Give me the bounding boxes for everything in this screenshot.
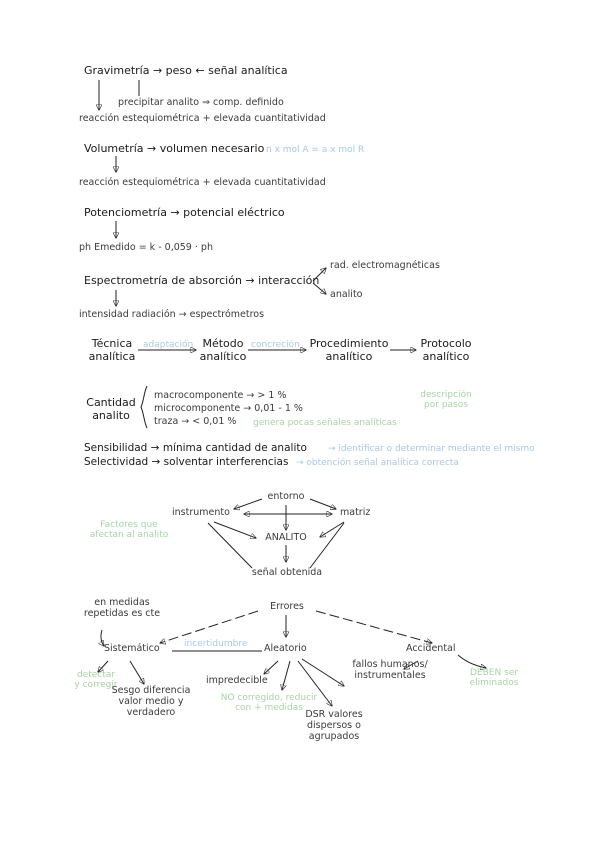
selectividad-note: → obtención señal analítica correcta <box>296 458 459 468</box>
gravimetria-title: Gravimetría → peso ← señal analítica <box>84 64 288 77</box>
sensibilidad-note: → identificar o determinar mediante el mismo <box>328 444 535 454</box>
factor-analito: ANALITO <box>265 532 307 543</box>
cantidad-macro: macrocomponente → > 1 % <box>154 390 287 401</box>
cantidad-traza: traza → < 0,01 % <box>154 416 237 427</box>
gravimetria-precipitar: precipitar analito ⇒ comp. definido <box>118 97 284 108</box>
volumetria-title: Volumetría → volumen necesario <box>84 142 265 155</box>
sensibilidad: Sensibilidad → mínima cantidad de analito <box>84 442 307 454</box>
flow-adaptacion: adaptación <box>143 340 194 350</box>
factor-matriz: matriz <box>340 507 371 518</box>
espectrometria-analito: analito <box>330 289 363 300</box>
error-aleatorio: Aleatorio <box>264 643 307 654</box>
flow-tecnica: Técnica analítica <box>88 337 136 363</box>
error-sistematico: Sistemático <box>104 643 160 654</box>
espectrometria-title: Espectrometría de absorción → interacción <box>84 274 320 287</box>
factor-instrumento: instrumento <box>172 507 230 518</box>
espectrometria-intensidad: intensidad radiación → espectrómetros <box>79 309 265 320</box>
factores-note: Factores que afectan al analito <box>89 520 169 541</box>
sistematico-detectar: detectar y corregir <box>74 670 118 691</box>
error-incertidumbre: incertidumbre <box>184 639 248 649</box>
accidental-deben: DEBEN ser eliminados <box>469 668 519 689</box>
gravimetria-reaccion: reacción estequiométrica + elevada cuantitatividad <box>79 113 326 124</box>
volumetria-formula: n x mol A = a x mol R <box>266 145 365 155</box>
flow-metodo: Método analítico <box>199 337 247 363</box>
espectrometria-radiaciones: rad. electromagnéticas <box>330 260 440 271</box>
potenciometria-title: Potenciometría → potencial eléctrico <box>84 206 285 219</box>
factor-entorno: entorno <box>267 491 305 502</box>
aleatorio-no-corregido: NO corregido, reducir con + medidas <box>220 693 318 714</box>
aleatorio-dsr: DSR valores dispersos o agrupados <box>305 709 363 742</box>
errores-repetidas: en medidas repetidas es cte <box>83 597 161 619</box>
flow-procedimiento: Procedimiento analítico <box>309 337 389 363</box>
factor-senal: señal obtenida <box>251 567 323 578</box>
error-accidental: Accidental <box>406 643 456 654</box>
selectividad: Selectividad → solventar interferencias <box>84 456 289 468</box>
aleatorio-impredecible: impredecible <box>206 675 268 686</box>
flow-concrecion: concreción <box>251 340 300 350</box>
accidental-fallos: fallos humanos/ instrumentales <box>352 659 428 681</box>
errores-root: Errores <box>270 601 304 612</box>
sistematico-sesgo: Sesgo diferencia valor medio y verdadero <box>111 685 191 718</box>
cantidad-label: Cantidad analito <box>86 396 136 422</box>
volumetria-reaccion: reacción estequiométrica + elevada cuantitatividad <box>79 177 326 188</box>
cantidad-traza-note: genera pocas señales analíticas <box>253 418 397 428</box>
cantidad-micro: microcomponente → 0,01 - 1 % <box>154 403 303 414</box>
potenciometria-formula: ph Emedido = k - 0,059 · ph <box>79 242 213 253</box>
flow-protocolo: Protocolo analítico <box>420 337 472 363</box>
flow-protocolo-note: descripción por pasos <box>420 390 472 411</box>
